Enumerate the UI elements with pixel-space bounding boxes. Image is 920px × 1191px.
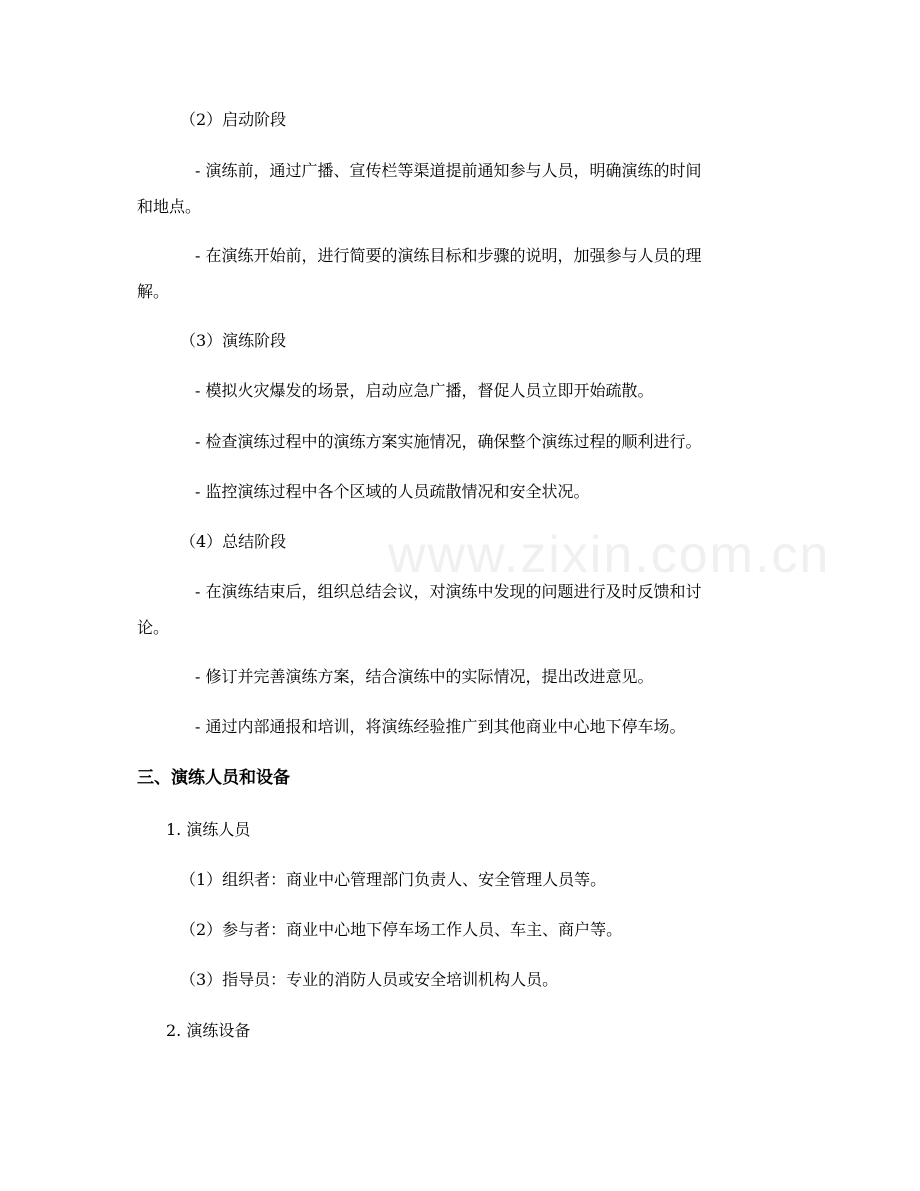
stage2-title: （2）启动阶段	[180, 110, 287, 129]
stage3-item1: - 模拟火灾爆发的场景，启动应急广播，督促人员立即开始疏散。	[195, 381, 654, 400]
stage3-title: （3）演练阶段	[180, 331, 287, 350]
sub1-item1: （1）组织者：商业中心管理部门负责人、安全管理人员等。	[180, 870, 607, 889]
sub1-title: 1. 演练人员	[166, 820, 251, 839]
stage4-title: （4）总结阶段	[180, 532, 287, 551]
sub2-title: 2. 演练设备	[166, 1021, 251, 1040]
stage4-item1-line2: 论。	[137, 618, 170, 637]
sub1-item2: （2）参与者：商业中心地下停车场工作人员、车主、商户等。	[180, 920, 623, 939]
watermark-text: www.zixin.com.cn	[388, 526, 831, 584]
stage4-item2: - 修订并完善演练方案，结合演练中的实际情况，提出改进意见。	[195, 667, 654, 686]
stage3-item2: - 检查演练过程中的演练方案实施情况，确保整个演练过程的顺利进行。	[195, 432, 702, 451]
stage4-item1-line1: - 在演练结束后，组织总结会议，对演练中发现的问题进行及时反馈和讨	[195, 582, 702, 601]
stage2-item2-line2: 解。	[137, 282, 170, 301]
stage2-item2-line1: - 在演练开始前，进行简要的演练目标和步骤的说明，加强参与人员的理	[195, 246, 702, 265]
stage3-item3: - 监控演练过程中各个区域的人员疏散情况和安全状况。	[195, 482, 590, 501]
section3-heading: 三、演练人员和设备	[137, 768, 290, 788]
stage2-item1-line2: 和地点。	[137, 197, 202, 216]
stage4-item3: - 通过内部通报和培训，将演练经验推广到其他商业中心地下停车场。	[195, 717, 686, 736]
stage2-item1-line1: - 演练前，通过广播、宣传栏等渠道提前通知参与人员，明确演练的时间	[195, 161, 702, 180]
sub1-item3: （3）指导员：专业的消防人员或安全培训机构人员。	[180, 970, 559, 989]
